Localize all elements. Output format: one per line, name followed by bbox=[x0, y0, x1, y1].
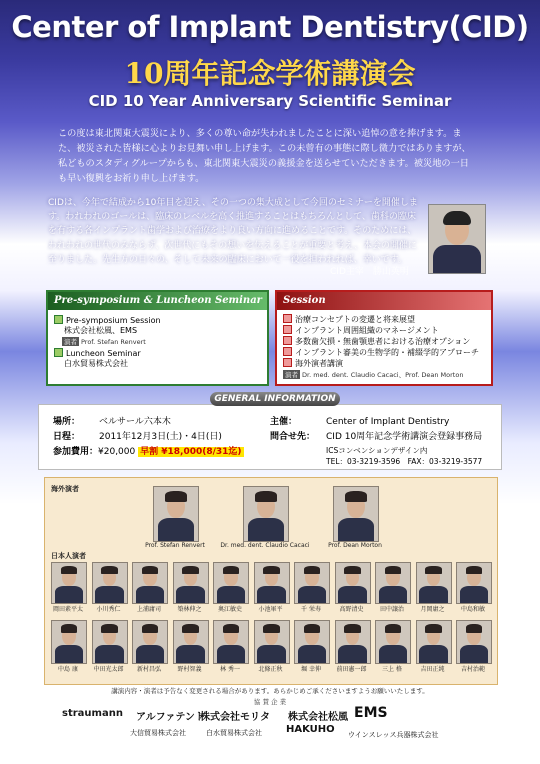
speaker-photo bbox=[416, 620, 452, 664]
speaker-name: 三上 格 bbox=[382, 666, 402, 673]
square-bullet-icon bbox=[54, 315, 63, 324]
speaker-photo bbox=[173, 620, 209, 664]
speaker-name: 髙野清史 bbox=[339, 606, 364, 613]
speaker-photo bbox=[335, 620, 371, 664]
sponsor-hakuho: HAKUHO bbox=[286, 724, 335, 735]
session-item: インプラント周囲組織のマネージメント bbox=[283, 325, 491, 336]
speaker-name: 林 秀一 bbox=[220, 666, 240, 673]
session-panel bbox=[275, 290, 493, 386]
speaker-name: 月岡庸之 bbox=[420, 606, 445, 613]
pre-symposium-session-title: Pre-symposium Session bbox=[54, 315, 267, 326]
speaker-name: 中島 康 bbox=[58, 666, 78, 673]
disclaimer-note: 講演内容・演者は予告なく変更される場合があります。あらかじめご承くださいますようお願いいたします。 bbox=[111, 687, 429, 695]
contact-org: ICSコンベンションデザイン内 bbox=[326, 446, 428, 455]
chairman-portrait bbox=[428, 204, 486, 274]
sponsor-alphadent: アルファテント bbox=[136, 712, 205, 723]
speaker-photo bbox=[92, 620, 128, 664]
general-info-left: 場所： ベルサール六本木 日程： 2011年12月3日(土)・4日(日) 参加費用：¥20,000 早割 ¥18,000(8/31迄) bbox=[53, 417, 242, 457]
speaker-name: 前田憲一郎 bbox=[336, 666, 367, 673]
speaker-name: 小川秀仁 bbox=[96, 606, 121, 613]
speaker-name: Dr. med. dent. Claudio Cacaci bbox=[220, 542, 310, 549]
speaker-photo bbox=[173, 562, 209, 604]
sponsor-hakusui: 白水貿易株式会社 bbox=[206, 729, 262, 737]
speaker-photo bbox=[375, 562, 411, 604]
speaker-photo bbox=[51, 562, 87, 604]
sponsor-daishin: 大信貿易株式会社 bbox=[130, 729, 186, 737]
speaker-photo bbox=[335, 562, 371, 604]
speaker-photo bbox=[153, 486, 199, 542]
speaker-photo bbox=[243, 486, 289, 542]
luncheon-sponsor: 白水貿易株式会社 bbox=[64, 359, 128, 368]
early-fee: 早割 ¥18,000(8/31迄) bbox=[140, 447, 242, 457]
pre-symposium-sponsor: 株式会社松風、EMS bbox=[64, 326, 138, 335]
pre-symposium-speaker: 演者 Prof. Stefan Renvert bbox=[64, 338, 146, 346]
fee: ¥20,000 bbox=[98, 447, 136, 457]
pre-symposium-panel bbox=[46, 290, 269, 386]
session-item: 治療コンセプトの変遷と将来展望 bbox=[283, 314, 491, 325]
subtitle: CID 10 Year Anniversary Scientific Seminar bbox=[88, 92, 452, 110]
speaker-name: Prof. Stefan Renvert bbox=[145, 542, 205, 549]
session-speakers: 演者 Dr. med. dent. Claudio Cacaci、Prof. Dean Morton bbox=[285, 371, 464, 379]
speaker-name: 築林伸之 bbox=[177, 606, 202, 613]
speaker-photo bbox=[456, 620, 492, 664]
speaker-name: 岡田素平太 bbox=[52, 606, 83, 613]
luncheon-seminar-title: Luncheon Seminar bbox=[54, 348, 267, 359]
speaker-photo bbox=[254, 562, 290, 604]
speaker-name: 堀 幸伸 bbox=[301, 666, 321, 673]
title-japanese: 10周年記念学術講演会 bbox=[124, 57, 416, 90]
square-bullet-icon bbox=[283, 358, 292, 367]
speaker-name: 千 栄寿 bbox=[301, 606, 321, 613]
contact-tel: TEL：03-3219-3596 FAX：03-3219-3577 bbox=[326, 457, 483, 466]
sponsor-shofu: 株式会社松風 bbox=[288, 712, 348, 723]
general-info-right: 主催： Center of Implant Dentistry 問合せ先： CID 10周年記念学術講演会登録事務局 ICSコンベンションデザイン内 TEL：03-3219-3596 FAX：03-3219-3577 bbox=[270, 417, 483, 466]
speaker-photo bbox=[213, 562, 249, 604]
welcome-message: CIDは、今年で結成から10年目を迎え、その一つの集大成として今回のセミナーを開催します。われわれのゴールは、臨床のレベルを高く推進することはもちろんとして、歯科の臨床を有する各インプラント歯学および治療をより良い方向に進めることです。そのためには、われわれの世代のみならず、次世代にもその想いを伝えることが重要と考え、本会の開催に至りました。先生方の日々の、そして未来の臨床において一役を担われれば、幸いです。 bbox=[48, 198, 418, 265]
square-bullet-icon bbox=[283, 314, 292, 323]
speaker-name: 中島和敏 bbox=[460, 606, 485, 613]
host: Center of Implant Dentistry bbox=[326, 417, 450, 427]
speaker-name: 奥江敏史 bbox=[217, 606, 242, 613]
speaker-photo bbox=[132, 562, 168, 604]
sponsor-morita: 株式会社モリタ bbox=[200, 712, 270, 723]
session-item: 多数歯欠損・無歯顎患者における治療オプション bbox=[283, 336, 491, 347]
event-date: 2011年12月3日(土)・4日(日) bbox=[99, 432, 222, 442]
speaker-photo bbox=[254, 620, 290, 664]
speaker-photo bbox=[294, 562, 330, 604]
sponsor-ems: EMS bbox=[354, 705, 388, 721]
venue: ベルサール六本木 bbox=[99, 417, 171, 427]
general-information-heading: GENERAL INFORMATION bbox=[210, 392, 340, 406]
session-item: 海外演者講演 bbox=[283, 358, 491, 369]
japanese-speakers-label: 日本人演者 bbox=[51, 552, 86, 560]
square-bullet-icon bbox=[283, 347, 292, 356]
pre-symposium-heading: Pre-symposium & Luncheon Seminar bbox=[48, 292, 267, 310]
speaker-name: 野村智義 bbox=[177, 666, 202, 673]
square-bullet-icon bbox=[283, 336, 292, 345]
session-item: インプラント審美の生物学的・補綴学的アプローチ bbox=[283, 347, 491, 358]
speaker-photo bbox=[213, 620, 249, 664]
speaker-name: 新村昌弘 bbox=[136, 666, 161, 673]
speaker-name: 北條正秋 bbox=[258, 666, 283, 673]
speaker-photo bbox=[132, 620, 168, 664]
sponsor-other: ウインスレッス兵器株式会社 bbox=[348, 731, 439, 739]
overseas-speakers-label: 海外演者 bbox=[51, 485, 79, 493]
speaker-name: 吉田正純 bbox=[420, 666, 445, 673]
sponsor-straumann: straumann bbox=[62, 708, 123, 719]
speaker-photo bbox=[294, 620, 330, 664]
cosponsor-label: 協 賛 企 業 bbox=[253, 698, 287, 706]
speaker-name: 田中譲治 bbox=[379, 606, 404, 613]
speaker-photo bbox=[51, 620, 87, 664]
speaker-name: Prof. Dean Morton bbox=[328, 542, 382, 549]
square-bullet-icon bbox=[54, 348, 63, 357]
speaker-name: 小池軍平 bbox=[258, 606, 283, 613]
speaker-photo bbox=[333, 486, 379, 542]
contact: CID 10周年記念学術講演会登録事務局 bbox=[326, 432, 483, 442]
condolence-text: この度は東北関東大震災により、多くの尊い命が失われましたことに深い追悼の意を捧げます。また、被災された皆様に心よりお見舞い申し上げます。この未曾有の事態に際し微力ではありますが、私どものスタディグループからも、東北関東大震災の義援金を送らせていただきます。被災地の一日も早い復興をお祈り申し上げます。 bbox=[58, 128, 471, 184]
speaker-photo bbox=[92, 562, 128, 604]
speaker-photo bbox=[375, 620, 411, 664]
speakers-section bbox=[44, 477, 498, 685]
speaker-name: 吉村治範 bbox=[460, 666, 485, 673]
general-information-box bbox=[38, 404, 502, 470]
title-english: Center of Implant Dentistry(CID) bbox=[11, 10, 529, 44]
signature: CID主宰 勝山英明 bbox=[330, 267, 409, 277]
speaker-name: 上浦庸司 bbox=[136, 606, 161, 613]
speaker-photo bbox=[416, 562, 452, 604]
session-heading: Session bbox=[277, 292, 491, 310]
speaker-photo bbox=[456, 562, 492, 604]
speaker-name: 中田光太郎 bbox=[93, 666, 124, 673]
square-bullet-icon bbox=[283, 325, 292, 334]
